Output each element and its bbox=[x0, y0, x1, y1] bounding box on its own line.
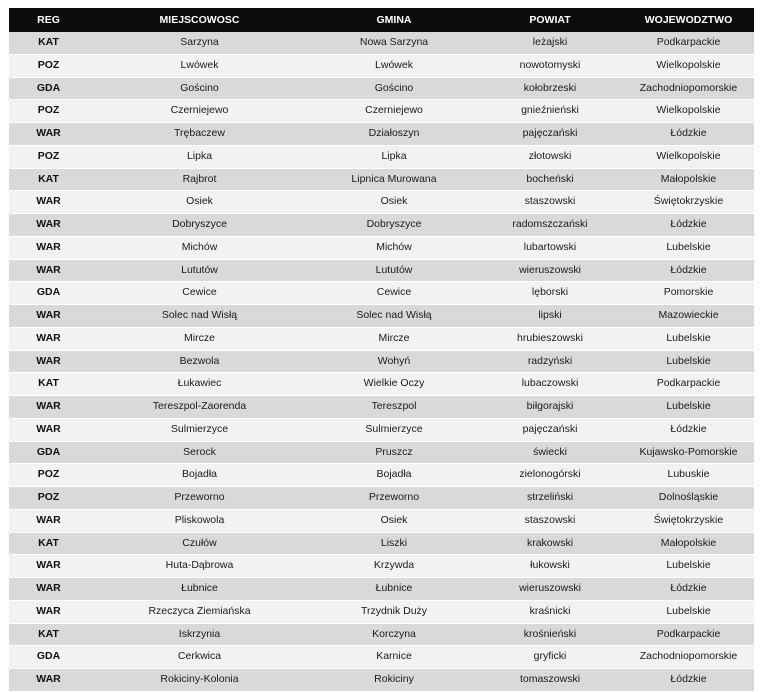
cell-powiat: świecki bbox=[477, 441, 623, 464]
cell-miejscowosc: Tereszpol-Zaorenda bbox=[88, 396, 311, 419]
cell-miejscowosc: Serock bbox=[88, 441, 311, 464]
table-row bbox=[9, 441, 754, 464]
cell-miejscowosc: Lwówek bbox=[88, 54, 311, 77]
cell-miejscowosc: Osiek bbox=[88, 191, 311, 214]
cell-reg: KAT bbox=[9, 168, 88, 191]
cell-miejscowosc: Sarzyna bbox=[88, 32, 311, 54]
cell-powiat: łukowski bbox=[477, 555, 623, 578]
cell-gmina: Osiek bbox=[311, 509, 477, 532]
cell-wojewodztwo: Łódzkie bbox=[623, 578, 754, 601]
cell-gmina: Karnice bbox=[311, 646, 477, 669]
cell-gmina: Gościno bbox=[311, 77, 477, 100]
cell-wojewodztwo: Kujawsko-Pomorskie bbox=[623, 441, 754, 464]
cell-gmina: Lwówek bbox=[311, 54, 477, 77]
cell-wojewodztwo: Podkarpackie bbox=[623, 623, 754, 646]
table-row bbox=[9, 259, 754, 282]
cell-gmina: Lututów bbox=[311, 259, 477, 282]
table-row bbox=[9, 168, 754, 191]
cell-miejscowosc: Huta-Dąbrowa bbox=[88, 555, 311, 578]
table-row bbox=[9, 32, 754, 54]
cell-gmina: Krzywda bbox=[311, 555, 477, 578]
cell-miejscowosc: Lipka bbox=[88, 145, 311, 168]
table-row bbox=[9, 600, 754, 623]
cell-powiat: hrubieszowski bbox=[477, 327, 623, 350]
table-body bbox=[9, 32, 754, 691]
cell-miejscowosc: Michów bbox=[88, 236, 311, 259]
cell-miejscowosc: Łubnice bbox=[88, 578, 311, 601]
cell-wojewodztwo: Wielkopolskie bbox=[623, 145, 754, 168]
cell-reg: WAR bbox=[9, 236, 88, 259]
cell-miejscowosc: Czułów bbox=[88, 532, 311, 555]
cell-gmina: Cewice bbox=[311, 282, 477, 305]
table-row bbox=[9, 623, 754, 646]
cell-reg: KAT bbox=[9, 32, 88, 54]
cell-powiat: lęborski bbox=[477, 282, 623, 305]
table-row bbox=[9, 123, 754, 146]
cell-miejscowosc: Iskrzynia bbox=[88, 623, 311, 646]
table-row bbox=[9, 145, 754, 168]
header-row bbox=[9, 8, 754, 32]
cell-reg: GDA bbox=[9, 77, 88, 100]
cell-powiat: strzeliński bbox=[477, 487, 623, 510]
cell-miejscowosc: Rajbrot bbox=[88, 168, 311, 191]
cell-gmina: Wielkie Oczy bbox=[311, 373, 477, 396]
cell-reg: WAR bbox=[9, 669, 88, 692]
cell-gmina: Wohyń bbox=[311, 350, 477, 373]
cell-wojewodztwo: Łódzkie bbox=[623, 123, 754, 146]
cell-wojewodztwo: Małopolskie bbox=[623, 532, 754, 555]
cell-gmina: Trzydnik Duży bbox=[311, 600, 477, 623]
cell-gmina: Korczyna bbox=[311, 623, 477, 646]
cell-miejscowosc: Przeworno bbox=[88, 487, 311, 510]
cell-wojewodztwo: Zachodniopomorskie bbox=[623, 646, 754, 669]
table-row bbox=[9, 54, 754, 77]
cell-wojewodztwo: Lubelskie bbox=[623, 327, 754, 350]
table-row bbox=[9, 350, 754, 373]
cell-wojewodztwo: Łódzkie bbox=[623, 214, 754, 237]
table-row bbox=[9, 418, 754, 441]
cell-reg: WAR bbox=[9, 123, 88, 146]
cell-gmina: Liszki bbox=[311, 532, 477, 555]
cell-gmina: Czerniejewo bbox=[311, 100, 477, 123]
table-row bbox=[9, 282, 754, 305]
cell-powiat: gryficki bbox=[477, 646, 623, 669]
cell-gmina: Przeworno bbox=[311, 487, 477, 510]
cell-miejscowosc: Mircze bbox=[88, 327, 311, 350]
cell-gmina: Tereszpol bbox=[311, 396, 477, 419]
cell-reg: WAR bbox=[9, 555, 88, 578]
cell-powiat: radzyński bbox=[477, 350, 623, 373]
cell-miejscowosc: Bezwola bbox=[88, 350, 311, 373]
cell-wojewodztwo: Małopolskie bbox=[623, 168, 754, 191]
cell-powiat: pajęczański bbox=[477, 123, 623, 146]
cell-miejscowosc: Gościno bbox=[88, 77, 311, 100]
table-row bbox=[9, 100, 754, 123]
cell-reg: WAR bbox=[9, 305, 88, 328]
cell-powiat: krakowski bbox=[477, 532, 623, 555]
cell-wojewodztwo: Lubelskie bbox=[623, 236, 754, 259]
cell-wojewodztwo: Świętokrzyskie bbox=[623, 191, 754, 214]
cell-gmina: Lipnica Murowana bbox=[311, 168, 477, 191]
cell-miejscowosc: Dobryszyce bbox=[88, 214, 311, 237]
cell-wojewodztwo: Łódzkie bbox=[623, 418, 754, 441]
cell-miejscowosc: Czerniejewo bbox=[88, 100, 311, 123]
cell-miejscowosc: Lututów bbox=[88, 259, 311, 282]
cell-reg: KAT bbox=[9, 623, 88, 646]
header-powiat: POWIAT bbox=[529, 14, 571, 26]
cell-reg: WAR bbox=[9, 214, 88, 237]
cell-powiat: wieruszowski bbox=[477, 259, 623, 282]
cell-wojewodztwo: Podkarpackie bbox=[623, 32, 754, 54]
table-row bbox=[9, 191, 754, 214]
cell-gmina: Bojadła bbox=[311, 464, 477, 487]
cell-wojewodztwo: Pomorskie bbox=[623, 282, 754, 305]
cell-powiat: kołobrzeski bbox=[477, 77, 623, 100]
cell-powiat: zielonogórski bbox=[477, 464, 623, 487]
table-row bbox=[9, 236, 754, 259]
cell-gmina: Mircze bbox=[311, 327, 477, 350]
cell-miejscowosc: Trębaczew bbox=[88, 123, 311, 146]
cell-powiat: lubaczowski bbox=[477, 373, 623, 396]
table-row bbox=[9, 373, 754, 396]
table-row bbox=[9, 532, 754, 555]
header-wojewodztwo: WOJEWODZTWO bbox=[644, 14, 733, 26]
table-row bbox=[9, 77, 754, 100]
cell-powiat: staszowski bbox=[477, 509, 623, 532]
cell-miejscowosc: Sulmierzyce bbox=[88, 418, 311, 441]
cell-powiat: pajęczański bbox=[477, 418, 623, 441]
header-miejscowosc: MIEJSCOWOSC bbox=[159, 14, 240, 26]
cell-gmina: Łubnice bbox=[311, 578, 477, 601]
table-row bbox=[9, 578, 754, 601]
locations-table bbox=[9, 8, 754, 692]
header-reg: REG bbox=[37, 14, 60, 26]
cell-gmina: Nowa Sarzyna bbox=[311, 32, 477, 54]
cell-wojewodztwo: Świętokrzyskie bbox=[623, 509, 754, 532]
cell-powiat: wieruszowski bbox=[477, 578, 623, 601]
cell-powiat: nowotomyski bbox=[477, 54, 623, 77]
cell-miejscowosc: Bojadła bbox=[88, 464, 311, 487]
cell-powiat: kraśnicki bbox=[477, 600, 623, 623]
table-row bbox=[9, 669, 754, 692]
cell-gmina: Sulmierzyce bbox=[311, 418, 477, 441]
cell-powiat: bocheński bbox=[477, 168, 623, 191]
cell-reg: GDA bbox=[9, 441, 88, 464]
cell-powiat: krośnieński bbox=[477, 623, 623, 646]
cell-powiat: lipski bbox=[477, 305, 623, 328]
cell-gmina: Lipka bbox=[311, 145, 477, 168]
cell-reg: WAR bbox=[9, 350, 88, 373]
cell-wojewodztwo: Łódzkie bbox=[623, 259, 754, 282]
cell-powiat: gnieźnieński bbox=[477, 100, 623, 123]
table-row bbox=[9, 487, 754, 510]
cell-gmina: Michów bbox=[311, 236, 477, 259]
cell-reg: WAR bbox=[9, 191, 88, 214]
cell-wojewodztwo: Lubelskie bbox=[623, 555, 754, 578]
cell-powiat: leżajski bbox=[477, 32, 623, 54]
cell-reg: WAR bbox=[9, 418, 88, 441]
table-header bbox=[9, 8, 754, 32]
cell-wojewodztwo: Lubelskie bbox=[623, 396, 754, 419]
cell-reg: WAR bbox=[9, 327, 88, 350]
cell-wojewodztwo: Lubuskie bbox=[623, 464, 754, 487]
cell-wojewodztwo: Wielkopolskie bbox=[623, 100, 754, 123]
cell-gmina: Osiek bbox=[311, 191, 477, 214]
cell-reg: POZ bbox=[9, 54, 88, 77]
header-gmina: GMINA bbox=[376, 14, 412, 26]
cell-reg: POZ bbox=[9, 464, 88, 487]
data-sheet bbox=[9, 8, 754, 692]
cell-wojewodztwo: Lubelskie bbox=[623, 350, 754, 373]
cell-miejscowosc: Rokiciny-Kolonia bbox=[88, 669, 311, 692]
cell-powiat: radomszczański bbox=[477, 214, 623, 237]
cell-gmina: Solec nad Wisłą bbox=[311, 305, 477, 328]
table-row bbox=[9, 464, 754, 487]
cell-wojewodztwo: Dolnośląskie bbox=[623, 487, 754, 510]
cell-reg: WAR bbox=[9, 600, 88, 623]
cell-powiat: lubartowski bbox=[477, 236, 623, 259]
cell-wojewodztwo: Podkarpackie bbox=[623, 373, 754, 396]
cell-reg: WAR bbox=[9, 509, 88, 532]
table-row bbox=[9, 214, 754, 237]
cell-reg: WAR bbox=[9, 396, 88, 419]
cell-miejscowosc: Pliskowola bbox=[88, 509, 311, 532]
table-row bbox=[9, 327, 754, 350]
cell-reg: KAT bbox=[9, 532, 88, 555]
table-row bbox=[9, 509, 754, 532]
cell-miejscowosc: Cerkwica bbox=[88, 646, 311, 669]
table-row bbox=[9, 396, 754, 419]
cell-miejscowosc: Rzeczyca Ziemiańska bbox=[88, 600, 311, 623]
cell-reg: POZ bbox=[9, 145, 88, 168]
cell-wojewodztwo: Łódzkie bbox=[623, 669, 754, 692]
cell-reg: GDA bbox=[9, 646, 88, 669]
cell-powiat: tomaszowski bbox=[477, 669, 623, 692]
cell-miejscowosc: Łukawiec bbox=[88, 373, 311, 396]
cell-gmina: Pruszcz bbox=[311, 441, 477, 464]
cell-wojewodztwo: Mazowieckie bbox=[623, 305, 754, 328]
cell-miejscowosc: Solec nad Wisłą bbox=[88, 305, 311, 328]
cell-powiat: biłgorajski bbox=[477, 396, 623, 419]
cell-wojewodztwo: Lubelskie bbox=[623, 600, 754, 623]
cell-miejscowosc: Cewice bbox=[88, 282, 311, 305]
table-row bbox=[9, 555, 754, 578]
cell-powiat: złotowski bbox=[477, 145, 623, 168]
cell-gmina: Dobryszyce bbox=[311, 214, 477, 237]
cell-reg: WAR bbox=[9, 259, 88, 282]
table-row bbox=[9, 646, 754, 669]
table-row bbox=[9, 305, 754, 328]
cell-gmina: Działoszyn bbox=[311, 123, 477, 146]
cell-wojewodztwo: Zachodniopomorskie bbox=[623, 77, 754, 100]
cell-reg: POZ bbox=[9, 100, 88, 123]
cell-reg: GDA bbox=[9, 282, 88, 305]
cell-gmina: Rokiciny bbox=[311, 669, 477, 692]
cell-reg: POZ bbox=[9, 487, 88, 510]
cell-wojewodztwo: Wielkopolskie bbox=[623, 54, 754, 77]
cell-reg: KAT bbox=[9, 373, 88, 396]
cell-reg: WAR bbox=[9, 578, 88, 601]
cell-powiat: staszowski bbox=[477, 191, 623, 214]
